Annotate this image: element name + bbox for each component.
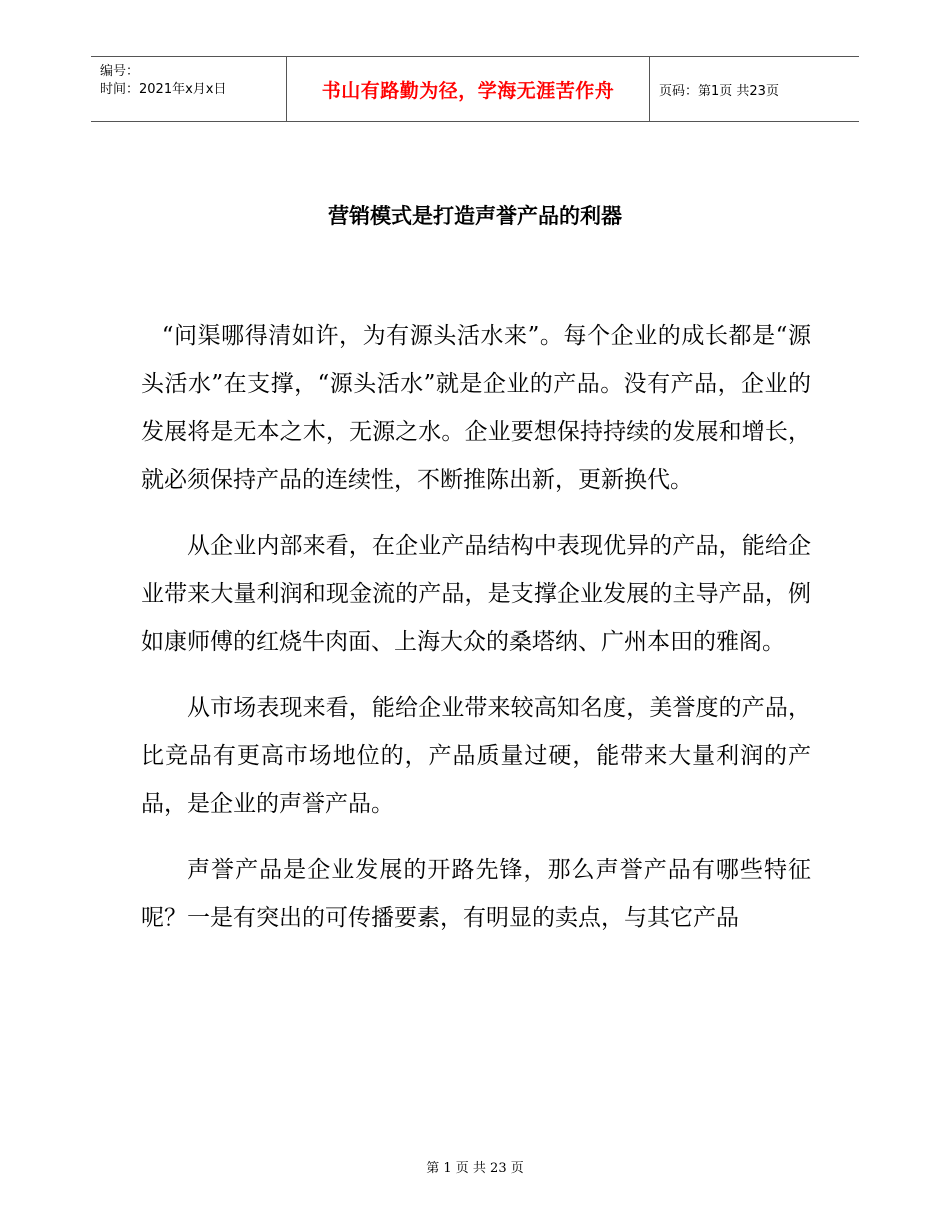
paragraph: 从市场表现来看，能给企业带来较高知名度，美誉度的产品，比竞品有更高市场地位的，产品质量过硬，能带来大量利润的产品，是企业的声誉产品。	[141, 695, 811, 817]
paragraph: 从企业内部来看，在企业产品结构中表现优异的产品，能给企业带来大量利润和现金流的产品，是支撑企业发展的主导产品，例如康师傅的红烧牛肉面、上海大众的桑塔纳、广州本田的雅阁。	[141, 533, 811, 655]
header-page-info: 页码：第1页 共23页	[659, 83, 779, 99]
paragraph: 声誉产品是企业发展的开路先锋，那么声誉产品有哪些特征呢？一是有突出的可传播要素，有明显的卖点，与其它产品	[141, 857, 811, 931]
time-label: 时间：2021年x月x日	[100, 82, 227, 97]
header-meta	[91, 57, 287, 121]
document-body	[141, 312, 811, 960]
page-footer: 第 1 页 共 23 页	[426, 1161, 524, 1176]
page-header	[91, 56, 859, 122]
header-motto: 书山有路勤为径，学海无涯苦作舟	[287, 57, 650, 121]
number-label: 编号：	[100, 64, 140, 79]
document-title: 营销模式是打造声誉产品的利器	[328, 204, 622, 228]
paragraph: “问渠哪得清如许，为有源头活水来”。每个企业的成长都是“源头活水”在支撑，“源头活水”就是企业的产品。没有产品，企业的发展将是无本之木，无源之水。企业要想保持持续的发展和增长，就必须保持产品的连续性，不断推陈出新，更新换代。	[141, 323, 811, 493]
